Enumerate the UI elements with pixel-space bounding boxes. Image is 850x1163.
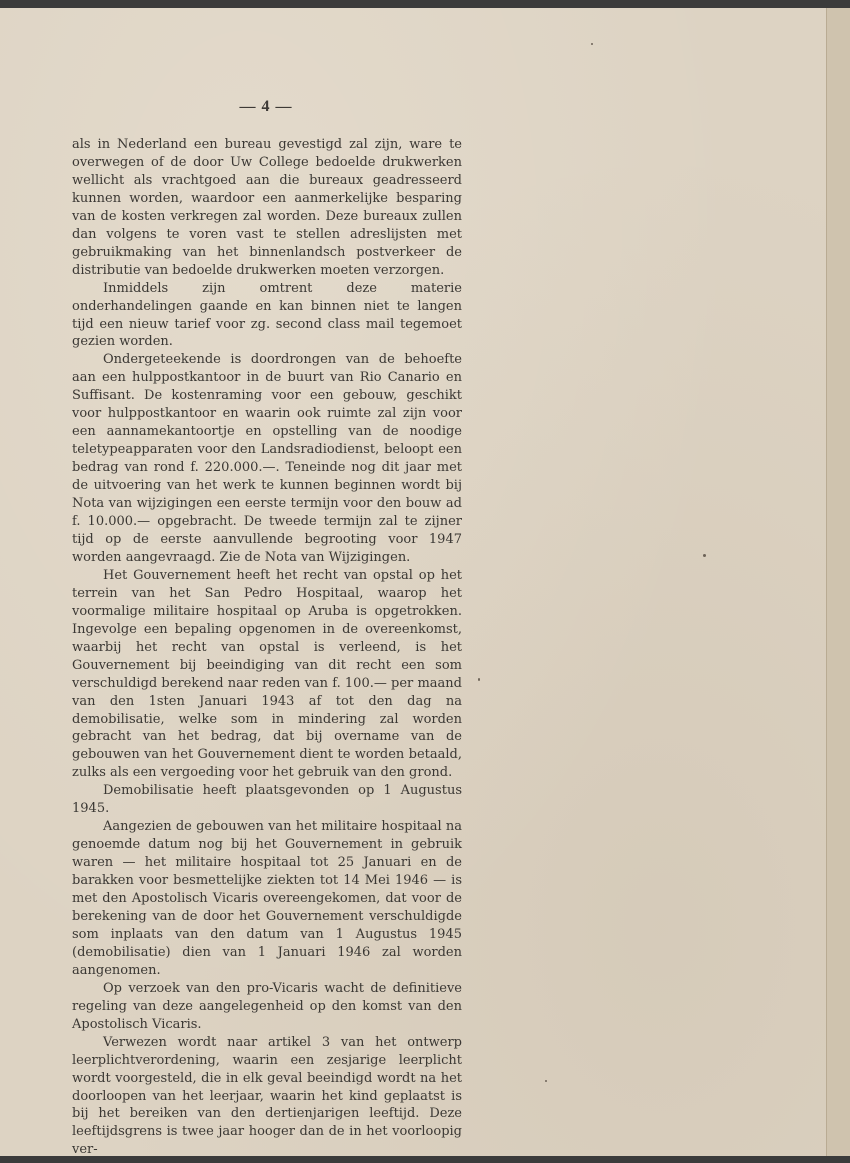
body-text <box>72 136 462 1159</box>
paragraph-8: Verwezen wordt naar artikel 3 van het ontwerp leerplichtverordening, waarin een zesjarige leerplicht wordt voorgesteld, die in elk geval beeindigd wordt na het doorloopen van het leerjaar, waarin het kind geplaatst is bij het bereiken van den dertienjarigen leeftijd. Deze leeftijdsgrens is twee jaar hooger dan de in het voorloopig ver- <box>72 1034 462 1158</box>
paper-speck <box>478 678 480 681</box>
paragraph-7: Op verzoek van den pro-Vicaris wacht de definitieve regeling van deze aangelegenheid op den komst van den Apostolisch Vicaris. <box>72 980 462 1032</box>
paragraph-5: Demobilisatie heeft plaatsgevonden op 1 Augustus 1945. <box>72 783 462 817</box>
paragraph-6: Aangezien de gebouwen van het militaire hospitaal na genoemde datum nog bij het Gouvernement in gebruik waren — het militaire hospitaal tot 25 Januari en de barakken voor besmettelijke ziekten tot 14 Mei 1946 — is met den Apostolisch Vicaris overeengekomen, dat voor de berekening van de door het Gouvernement verschuldigde som inplaats van den datum van 1 Augustus 1945 (demobilisatie) dien van 1 Januari 1946 zal worden aangenomen. <box>72 819 462 978</box>
paragraph-3: Ondergeteekende is doordrongen van de behoefte aan een hulppostkantoor in de buurt van Rio Canario en Suffisant. De kostenraming voor een gebouw, geschikt voor hulppostkantoor en waarin ook ruimte zal zijn voor een aannamekantoortje en opstelling van de noodige teletypeapparaten voor den Landsradiodienst, beloopt een bedrag van rond f. 220.000.—. Teneinde nog dit jaar met de uitvoering van het werk te kunnen beginnen wordt bij Nota van wijzigingen een eerste termijn voor den bouw ad f. 10.000.— opgebracht. De tweede termijn zal te zijner tijd op de eerste aanvullende begrooting voor 1947 worden aangevraagd. Zie de Nota van Wijzigingen. <box>72 352 462 565</box>
page-number: — 4 — <box>239 98 293 115</box>
paper-speck <box>703 554 706 557</box>
paragraph-2: Inmiddels zijn omtrent deze materie onderhandelingen gaande en kan binnen niet te langen tijd een nieuw tarief voor zg. second class mail tegemoet gezien worden. <box>72 280 462 350</box>
page-edge <box>826 8 850 1156</box>
paper-speck <box>545 1080 547 1082</box>
paragraph-1: als in Nederland een bureau gevestigd zal zijn, ware te overwegen of de door Uw College bedoelde drukwerken wellicht als vrachtgoed aan die bureaux geadresseerd kunnen worden, waardoor een aanmerkelijke besparing van de kosten verkregen zal worden. Deze bureaux zullen dan volgens te voren vast te stellen adreslijsten met gebruikmaking van het binnenlandsch postverkeer de distributie van bedoelde drukwerken moeten verzorgen. <box>72 137 462 278</box>
paper-speck <box>591 43 593 45</box>
paragraph-4: Het Gouvernement heeft het recht van opstal op het terrein van het San Pedro Hospitaal, waarop het voormalige militaire hospitaal op Aruba is opgetrokken. Ingevolge een bepaling opgenomen in de overeenkomst, waarbij het recht van opstal is verleend, is het Gouvernement bij beeindiging van dit recht een som verschuldigd berekend naar reden van f. 100.— per maand van den 1sten Januari 1943 af tot den dag na demobilisatie, welke som in mindering zal worden gebracht van het bedrag, dat bij overname van de gebouwen van het Gouvernement dient te worden betaald, zulks als een vergoeding voor het gebruik van den grond. <box>72 567 462 781</box>
